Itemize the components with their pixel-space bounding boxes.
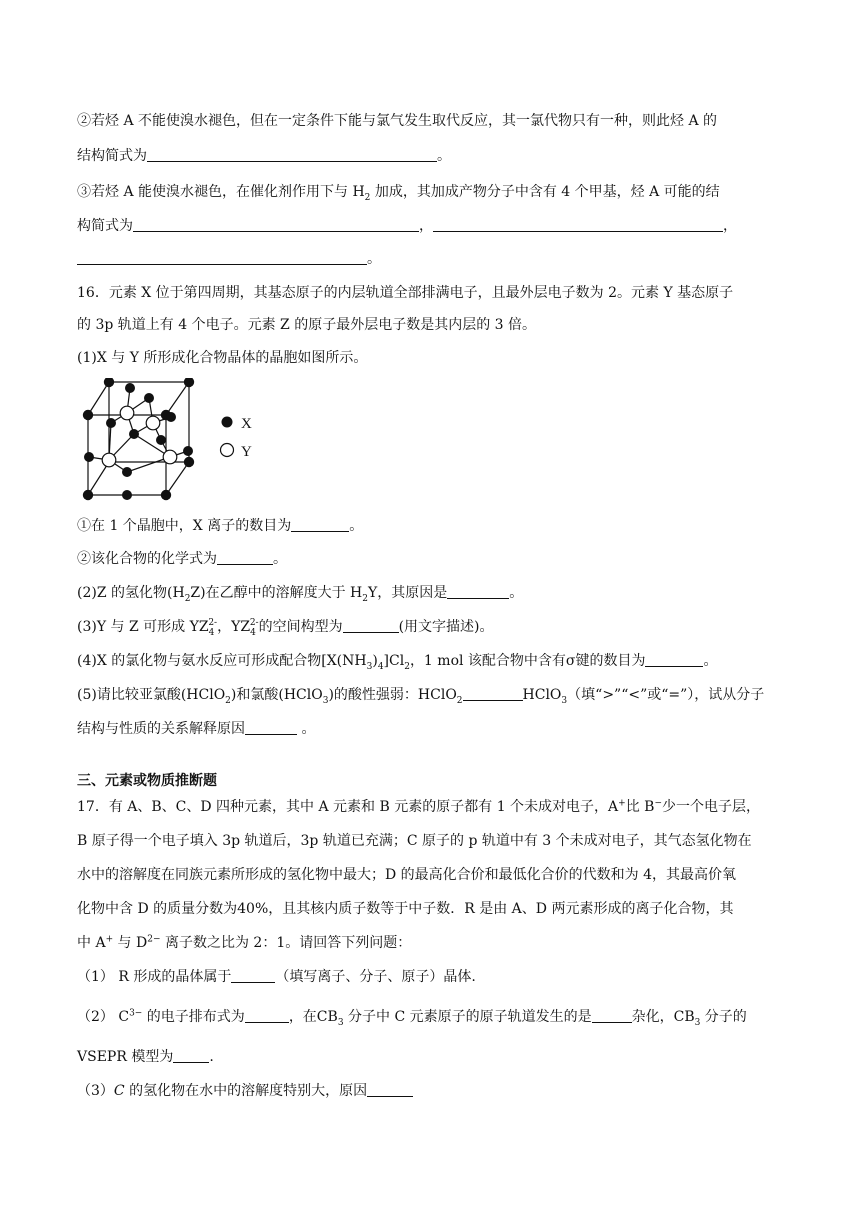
q16-part1: (1)X 与 Y 所形成化合物晶体的晶胞如图所示。: [77, 350, 368, 366]
answer-blank[interactable]: [231, 968, 275, 983]
answer-blank[interactable]: [447, 584, 509, 599]
answer-blank[interactable]: [291, 517, 349, 532]
q16-intro-line2: 的 3p 轨道上有 4 个电子。元素 Z 的原子最外层电子数是其内层的 3 倍。: [77, 317, 537, 333]
q16-part4: (4)X 的氯化物与氨水反应可形成配合物$[X(NH_3)_4]Cl_2$，1 mol 该配合物中含有σ键的数目为 。: [77, 653, 718, 672]
answer-blank[interactable]: [217, 550, 273, 565]
q16-q1b: ②该化合物的化学式为 。: [77, 551, 287, 567]
q17-q3: （3）C 的氢化物在水中的溶解度特别大，原因: [77, 1081, 413, 1101]
answer-blank[interactable]: [133, 217, 419, 232]
section-heading: 三、元素或物质推断题: [77, 773, 217, 789]
answer-blank[interactable]: [147, 147, 437, 162]
q17-line5: 中 A+ 与 $D^{2-}$ 离子数之比为 2：1。请回答下列问题：: [77, 934, 412, 951]
answer-blank[interactable]: [592, 1008, 632, 1023]
q17-line3: 水中的溶解度在同族元素所形成的氢化物中最大；D 的最高化合价和最低化合价的代数和为 4，其最高价氧: [77, 867, 737, 883]
legend-y-marker: [221, 444, 234, 457]
q16-part3: (3)Y 与 Z 可形成 $YZ_4^{2-}$，$YZ_4^{2-}$的空间构型为 (用文字描述)。: [77, 618, 494, 638]
q17-q1: （1） R 形成的晶体属于 （填写离子、分子、原子）晶体.: [77, 969, 476, 985]
q16-intro-line1: 16．元素 X 位于第四周期，其基态原子的内层轨道全部排满电子，且最外层电子数为 2。元素 Y 基态原子: [77, 285, 734, 301]
q16-part5-line2: 结构与性质的关系解释原因 。: [77, 721, 316, 737]
q17-line4: 化物中含 D 的质量分数为40%，且其核内质子数等于中子数．R 是由 A、D 两元素形成的离子化合物，其: [77, 901, 734, 917]
q17-line2: B 原子得一个电子填入 3p 轨道后，3p 轨道已充满；C 原子的 p 轨道中有 3 个未成对电子，其气态氢化物在: [77, 833, 752, 849]
legend-x-label: X: [241, 416, 252, 432]
legend-y-label: Y: [241, 444, 252, 460]
q16-part5-line1: (5)请比较亚氯酸(HClO$_2$)和氯酸(HClO$_3$)的酸性强弱：HClO$_2$ HClO$_3$（填“>”“<”或“=”），试从分子: [77, 687, 765, 706]
q15-part2-line1: ②若烃 A 不能使溴水褪色，但在一定条件下能与氯气发生取代反应，其一氯代物只有一种，则此烃 A 的: [77, 113, 718, 129]
q16-part2: (2)Z 的氢化物$(H_2Z)$在乙醇中的溶解度大于 $H_2Y$，其原因是 。: [77, 585, 524, 604]
answer-blank[interactable]: [245, 720, 297, 735]
q15-part3-line2: 构简式为 ， ，: [77, 218, 737, 234]
q15-part2-line2: 结构简式为 。: [77, 148, 451, 164]
answer-blank[interactable]: [367, 1082, 413, 1097]
q17-q2: （2） $C^{3-}$ 的电子排布式为 ，在$CB_3$ 分子中 C 元素原子的原子轨道发生的是 杂化，$CB_3$ 分子的: [77, 1008, 747, 1028]
answer-blank[interactable]: [343, 618, 399, 633]
answer-blank[interactable]: [77, 250, 367, 265]
q16-q1a: ①在 1 个晶胞中，X 离子的数目为 。: [77, 518, 364, 534]
legend-x-marker: [222, 417, 233, 428]
answer-blank[interactable]: [173, 1048, 209, 1063]
answer-blank[interactable]: [645, 652, 703, 667]
crystal-cell-figure: [78, 378, 278, 503]
q15-part3-line1: ③若烃 A 能使溴水褪色，在催化剂作用下与 $H_2$ 加成，其加成产物分子中含有 4 个甲基，烃 A 可能的结: [77, 184, 720, 203]
q15-part3-line3: 。: [77, 249, 381, 269]
answer-blank[interactable]: [245, 1008, 289, 1023]
answer-blank[interactable]: [433, 217, 723, 232]
answer-blank[interactable]: [463, 686, 523, 701]
q17-q2-line2: VSEPR 模型为 .: [77, 1049, 214, 1065]
q17-line1: 17．有 A、B、C、D 四种元素，其中 A 元素和 B 元素的原子都有 1 个未成对电子，A+比 B−少一个电子层，: [77, 798, 761, 815]
